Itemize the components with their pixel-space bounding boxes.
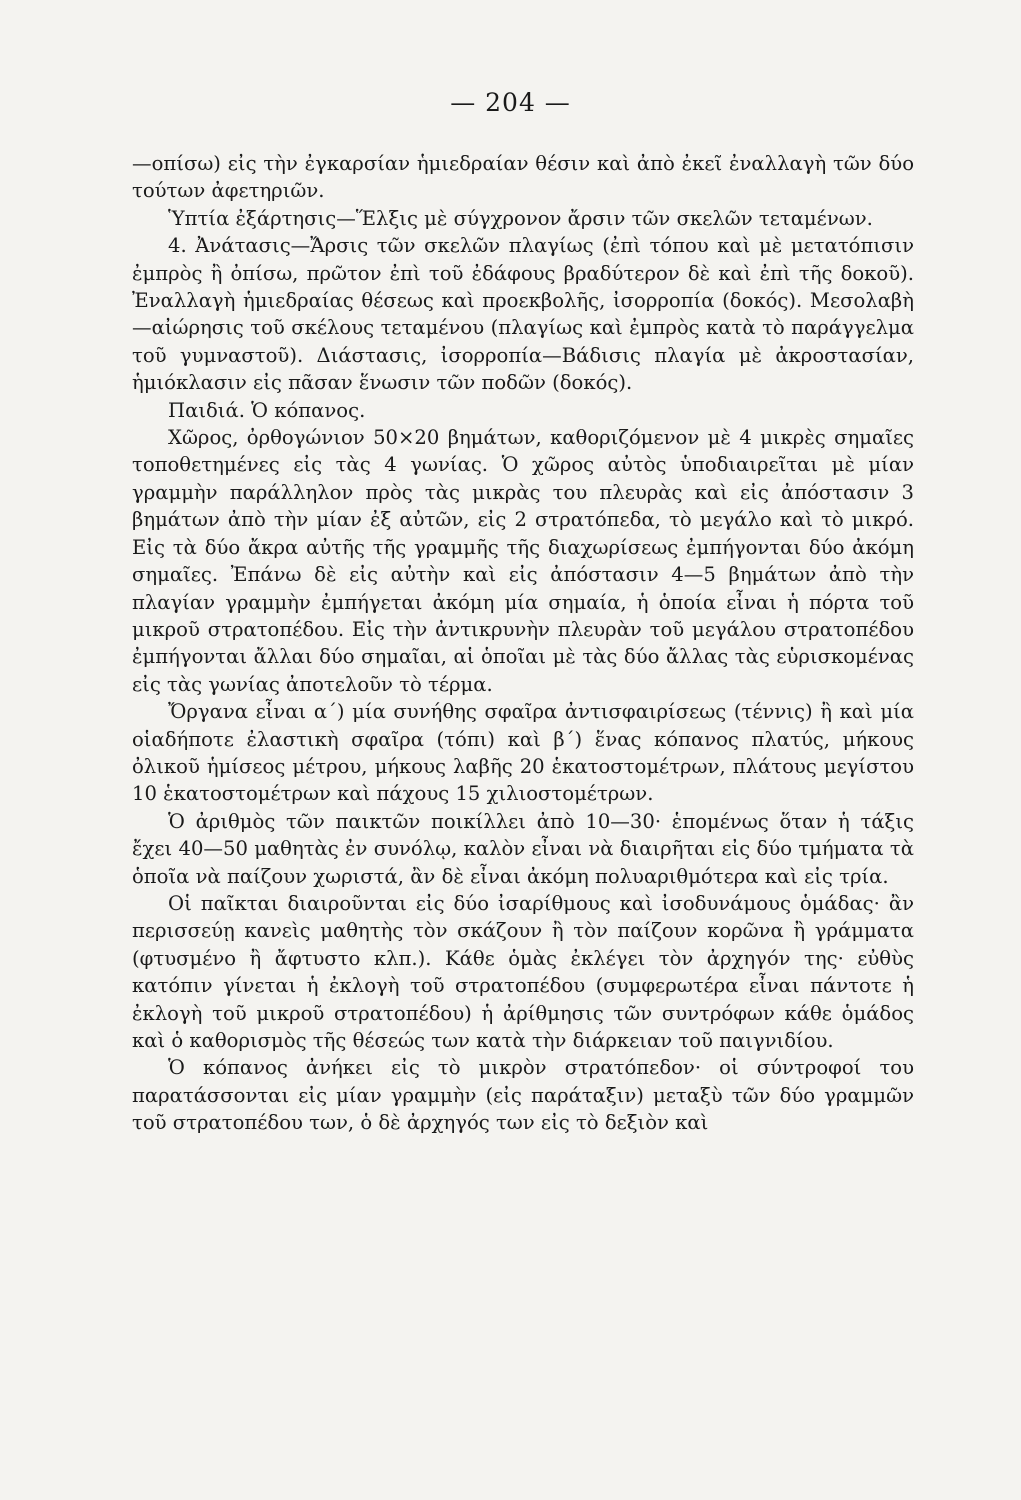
paragraph: Ὑπτία ἐξάρτησις—Ἕλξις μὲ σύγχρονον ἄρσιν τῶν σκελῶν τεταμένων. bbox=[168, 206, 873, 230]
paragraph: 4. Ἀνάτασις—Ἄρσις τῶν σκελῶν πλαγίως (ἐπὶ τόπου καὶ μὲ μετατόπισιν ἐμπρὸς ἢ ὀπίσω, πρῶτον ἐπὶ τοῦ ἐδάφους βραδύτερον δὲ καὶ ἐπὶ τῆς δοκοῦ). Ἐναλλαγὴ ἡμιεδραίας θέσεως καὶ προεκβολῆς, ἰσορροπία (δοκός). Μεσολαβὴ—αἰώρησις τοῦ σκέλους τεταμένου (πλαγίως καὶ ἐμπρὸς κατὰ τὸ παράγγελμα τοῦ γυμναστοῦ). Διάστασις, ἰσορροπία—Βάδισις πλαγία μὲ ἀκροστασίαν, ἡμιόκλασιν εἰς πᾶσαν ἕνωσιν τῶν ποδῶν (δοκός). bbox=[132, 234, 914, 395]
paragraph: Ὁ ἀριθμὸς τῶν παικτῶν ποικίλλει ἀπὸ 10—30· ἑπομένως ὅταν ἡ τάξις ἔχει 40—50 μαθητὰς ἐν συνόλῳ, καλὸν εἶναι νὰ διαιρῆται εἰς δύο τμήματα τὰ ὁποῖα νὰ παίζουν χωριστά, ἂν δὲ εἶναι ἀκόμη πολυαριθμότερα καὶ εἰς τρία. bbox=[132, 809, 914, 888]
page-number: — 204 — bbox=[450, 88, 571, 117]
paragraph: Χῶρος, ὀρθογώνιον 50×20 βημάτων, καθοριζόμενον μὲ 4 μικρὲς σημαῖες τοποθετημένες εἰς τὰς 4 γωνίας. Ὁ χῶρος αὐτὸς ὑποδιαιρεῖται μὲ μίαν γραμμὴν παράλληλον πρὸς τὰς μικρὰς του πλευρὰς καὶ εἰς ἀπόστασιν 3 βημάτων ἀπὸ τὴν μίαν ἐξ αὐτῶν, εἰς 2 στρατόπεδα, τὸ μεγάλο καὶ τὸ μικρό. Εἰς τὰ δύο ἄκρα αὐτῆς τῆς γραμμῆς τῆς διαχωρίσεως ἐμπήγονται δύο ἀκόμη σημαῖες. Ἐπάνω δὲ εἰς αὐτὴν καὶ εἰς ἀπόστασιν 4—5 βημάτων ἀπὸ τὴν πλαγίαν γραμμὴν ἐμπήγεται ἀκόμη μία σημαία, ἡ ὁποία εἶναι ἡ πόρτα τοῦ μικροῦ στρατοπέδου. Εἰς τὴν ἀντικρυνὴν πλευρὰν τοῦ μεγάλου στρατοπέδου ἐμπήγονται ἄλλαι δύο σημαῖαι, αἱ ὁποῖαι μὲ τὰς δύο ἄλλας τὰς εὑρισκομένας εἰς τὰς γωνίας ἀποτελοῦν τὸ τέρμα. bbox=[132, 426, 914, 696]
paragraph: Ὁ κόπανος ἀνήκει εἰς τὸ μικρὸν στρατόπεδον· οἱ σύντροφοί του παρατάσσονται εἰς μίαν γραμμὴν (εἰς παράταξιν) μεταξὺ τῶν δύο γραμμῶν τοῦ στρατοπέδου των, ὁ δὲ ἀρχηγός των εἰς τὸ δεξιὸν καὶ bbox=[132, 1056, 914, 1135]
body-text bbox=[132, 150, 914, 1137]
paragraph: Ὄργανα εἶναι α΄) μία συνήθης σφαῖρα ἀντισφαιρίσεως (τέννις) ἢ καὶ μία οἱαδήποτε ἐλαστικὴ σφαῖρα (τόπι) καὶ β΄) ἕνας κόπανος πλατύς, μήκους ὀλικοῦ ἡμίσεος μέτρου, μήκους λαβῆς 20 ἑκατοστομέτρων, πλάτους μεγίστου 10 ἑκατοστομέτρων καὶ πάχους 15 χιλιοστομέτρων. bbox=[132, 700, 914, 806]
section-heading: Παιδιά. Ὁ κόπανος. bbox=[168, 398, 366, 422]
paragraph: —οπίσω) εἰς τὴν ἐγκαρσίαν ἡμιεδραίαν θέσιν καὶ ἀπὸ ἐκεῖ ἐναλλαγὴ τῶν δύο τούτων ἀφετηριῶν. bbox=[132, 152, 914, 203]
paragraph: Οἱ παῖκται διαιροῦνται εἰς δύο ἰσαρίθμους καὶ ἰσοδυνάμους ὁμάδας· ἂν περισσεύῃ κανεὶς μαθητὴς τὸν σκάζουν ἢ τὸν παίζουν κορῶνα ἢ γράμματα (φτυσμένο ἢ ἄφτυστο κλπ.). Κάθε ὁμὰς ἐκλέγει τὸν ἀρχηγόν της· εὐθὺς κατόπιν γίνεται ἡ ἐκλογὴ τοῦ στρατοπέδου (συμφερωτέρα εἶναι πάντοτε ἡ ἐκλογὴ τοῦ μικροῦ στρατοπέδου) ἡ ἀρίθμησις τῶν συντρόφων κάθε ὁμάδος καὶ ὁ καθορισμὸς τῆς θέσεώς των κατὰ τὴν διάρκειαν τοῦ παιγνιδίου. bbox=[132, 891, 914, 1052]
